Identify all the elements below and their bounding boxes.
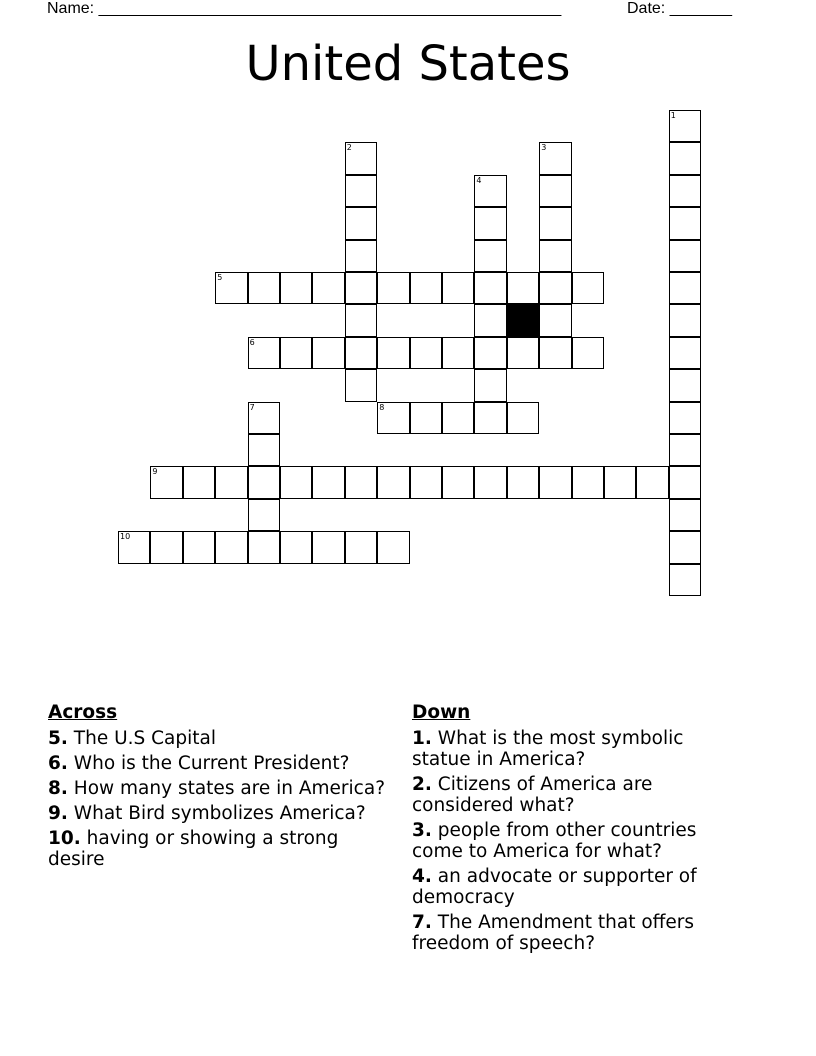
grid-cell[interactable] [345,337,377,369]
grid-cell[interactable] [507,466,539,498]
grid-cell[interactable] [280,337,312,369]
grid-cell[interactable] [410,466,442,498]
grid-cell[interactable] [539,466,571,498]
grid-cell[interactable] [669,110,701,142]
grid-cell[interactable] [539,337,571,369]
cell-number: 6 [249,337,255,347]
grid-cell[interactable] [669,434,701,466]
grid-cell[interactable] [345,142,377,174]
grid-cell[interactable] [345,207,377,239]
down-clue [412,728,742,770]
grid-cell[interactable] [248,272,280,304]
grid-cell[interactable] [474,466,506,498]
grid-cell[interactable] [345,466,377,498]
grid-cell[interactable] [669,142,701,174]
grid-cell[interactable] [248,531,280,563]
grid-cell[interactable] [474,337,506,369]
cell-number: 5 [217,273,223,282]
across-clue [48,728,388,749]
grid-cell[interactable] [539,142,571,174]
grid-cell[interactable] [377,337,409,369]
date-field-label: Date: _______ [627,0,732,17]
grid-cell[interactable] [474,304,506,336]
grid-cell[interactable] [669,564,701,596]
grid-cell[interactable] [345,531,377,563]
clue-number: 5. [48,728,68,749]
grid-cell[interactable] [442,402,474,434]
grid-cell[interactable] [345,175,377,207]
across-heading: Across [48,702,118,723]
clue-number: 8. [48,778,68,799]
cell-number: 8 [379,402,385,412]
grid-cell[interactable] [410,272,442,304]
grid-cell[interactable] [539,240,571,272]
across-clue [48,828,388,870]
grid-block [507,304,539,336]
grid-cell[interactable] [474,240,506,272]
grid-cell[interactable] [312,466,344,498]
grid-cell[interactable] [474,402,506,434]
grid-cell[interactable] [604,466,636,498]
grid-cell[interactable] [183,531,215,563]
grid-cell[interactable] [474,207,506,239]
grid-cell[interactable] [474,175,506,207]
grid-cell[interactable] [669,402,701,434]
grid-cell[interactable] [507,402,539,434]
grid-cell[interactable] [572,272,604,304]
grid-cell[interactable] [248,466,280,498]
grid-cell[interactable] [248,499,280,531]
grid-cell[interactable] [474,369,506,401]
clue-text: having or showing a strong desire [48,828,339,870]
clue-text: What is the most symbolic statue in America? [412,728,684,770]
grid-cell[interactable] [669,369,701,401]
page-title: United States [245,36,571,92]
grid-cell[interactable] [377,531,409,563]
grid-cell[interactable] [442,466,474,498]
grid-cell[interactable] [669,304,701,336]
grid-cell[interactable] [312,272,344,304]
grid-cell[interactable] [118,531,150,563]
cell-number: 4 [476,175,482,185]
grid-cell[interactable] [312,337,344,369]
grid-cell[interactable] [345,240,377,272]
grid-cell[interactable] [474,272,506,304]
grid-cell[interactable] [669,466,701,498]
grid-cell[interactable] [215,531,247,563]
clue-number: 4. [412,866,432,887]
grid-cell[interactable] [539,207,571,239]
grid-cell[interactable] [280,531,312,563]
clue-text: Citizens of America are considered what? [412,774,653,816]
clue-number: 3. [412,820,432,841]
clue-number: 9. [48,803,68,824]
grid-cell[interactable] [345,304,377,336]
grid-cell[interactable] [377,402,409,434]
down-clue [412,866,742,908]
grid-cell[interactable] [507,272,539,304]
clue-text: people from other countries come to America for what? [412,820,697,862]
grid-cell[interactable] [248,337,280,369]
clue-number: 10. [48,828,81,849]
grid-cell[interactable] [442,272,474,304]
grid-cell[interactable] [377,466,409,498]
grid-cell[interactable] [669,531,701,563]
down-clues [412,702,742,958]
clue-number: 2. [412,774,432,795]
down-clue [412,774,742,816]
grid-cell[interactable] [669,337,701,369]
grid-cell[interactable] [280,466,312,498]
grid-cell[interactable] [345,369,377,401]
name-field-label: Name: ____________________________________________________ [47,0,562,17]
grid-cell[interactable] [345,272,377,304]
grid-cell[interactable] [150,466,182,498]
down-clue [412,820,742,862]
across-clue [48,803,388,824]
grid-cell[interactable] [312,531,344,563]
grid-cell[interactable] [539,304,571,336]
clue-text: How many states are in America? [73,778,386,799]
cell-number: 3 [541,143,547,153]
grid-cell[interactable] [669,272,701,304]
cell-number: 7 [249,402,255,412]
grid-cell[interactable] [150,531,182,563]
grid-cell[interactable] [669,207,701,239]
clue-text: Who is the Current President? [73,753,350,774]
grid-cell[interactable] [183,466,215,498]
clue-number: 7. [412,912,432,933]
grid-cell[interactable] [248,402,280,434]
grid-cell[interactable] [636,466,668,498]
clue-text: What Bird symbolizes America? [73,803,366,824]
clue-text: The Amendment that offers freedom of speech? [412,912,695,954]
across-clue [48,753,388,774]
across-clues [48,702,388,874]
clue-number: 6. [48,753,68,774]
cell-number: 10 [120,532,131,542]
grid-cell[interactable] [669,499,701,531]
clue-text: The U.S Capital [73,728,216,749]
cell-number: 1 [670,111,676,120]
grid-cell[interactable] [539,272,571,304]
grid-cell[interactable] [669,240,701,272]
clue-text: an advocate or supporter of democracy [412,866,697,908]
grid-cell[interactable] [280,272,312,304]
cell-number: 2 [346,143,352,153]
grid-cell[interactable] [572,466,604,498]
grid-cell[interactable] [410,402,442,434]
down-clue [412,912,742,954]
grid-cell[interactable] [377,272,409,304]
grid-cell[interactable] [572,337,604,369]
grid-cell[interactable] [248,434,280,466]
grid-cell[interactable] [215,272,247,304]
grid-cell[interactable] [507,337,539,369]
grid-cell[interactable] [215,466,247,498]
grid-cell[interactable] [442,337,474,369]
grid-cell[interactable] [410,337,442,369]
down-heading: Down [412,702,471,723]
clue-number: 1. [412,728,432,749]
cell-number: 9 [152,467,158,477]
grid-cell[interactable] [539,175,571,207]
grid-cell[interactable] [669,175,701,207]
across-clue [48,778,388,799]
